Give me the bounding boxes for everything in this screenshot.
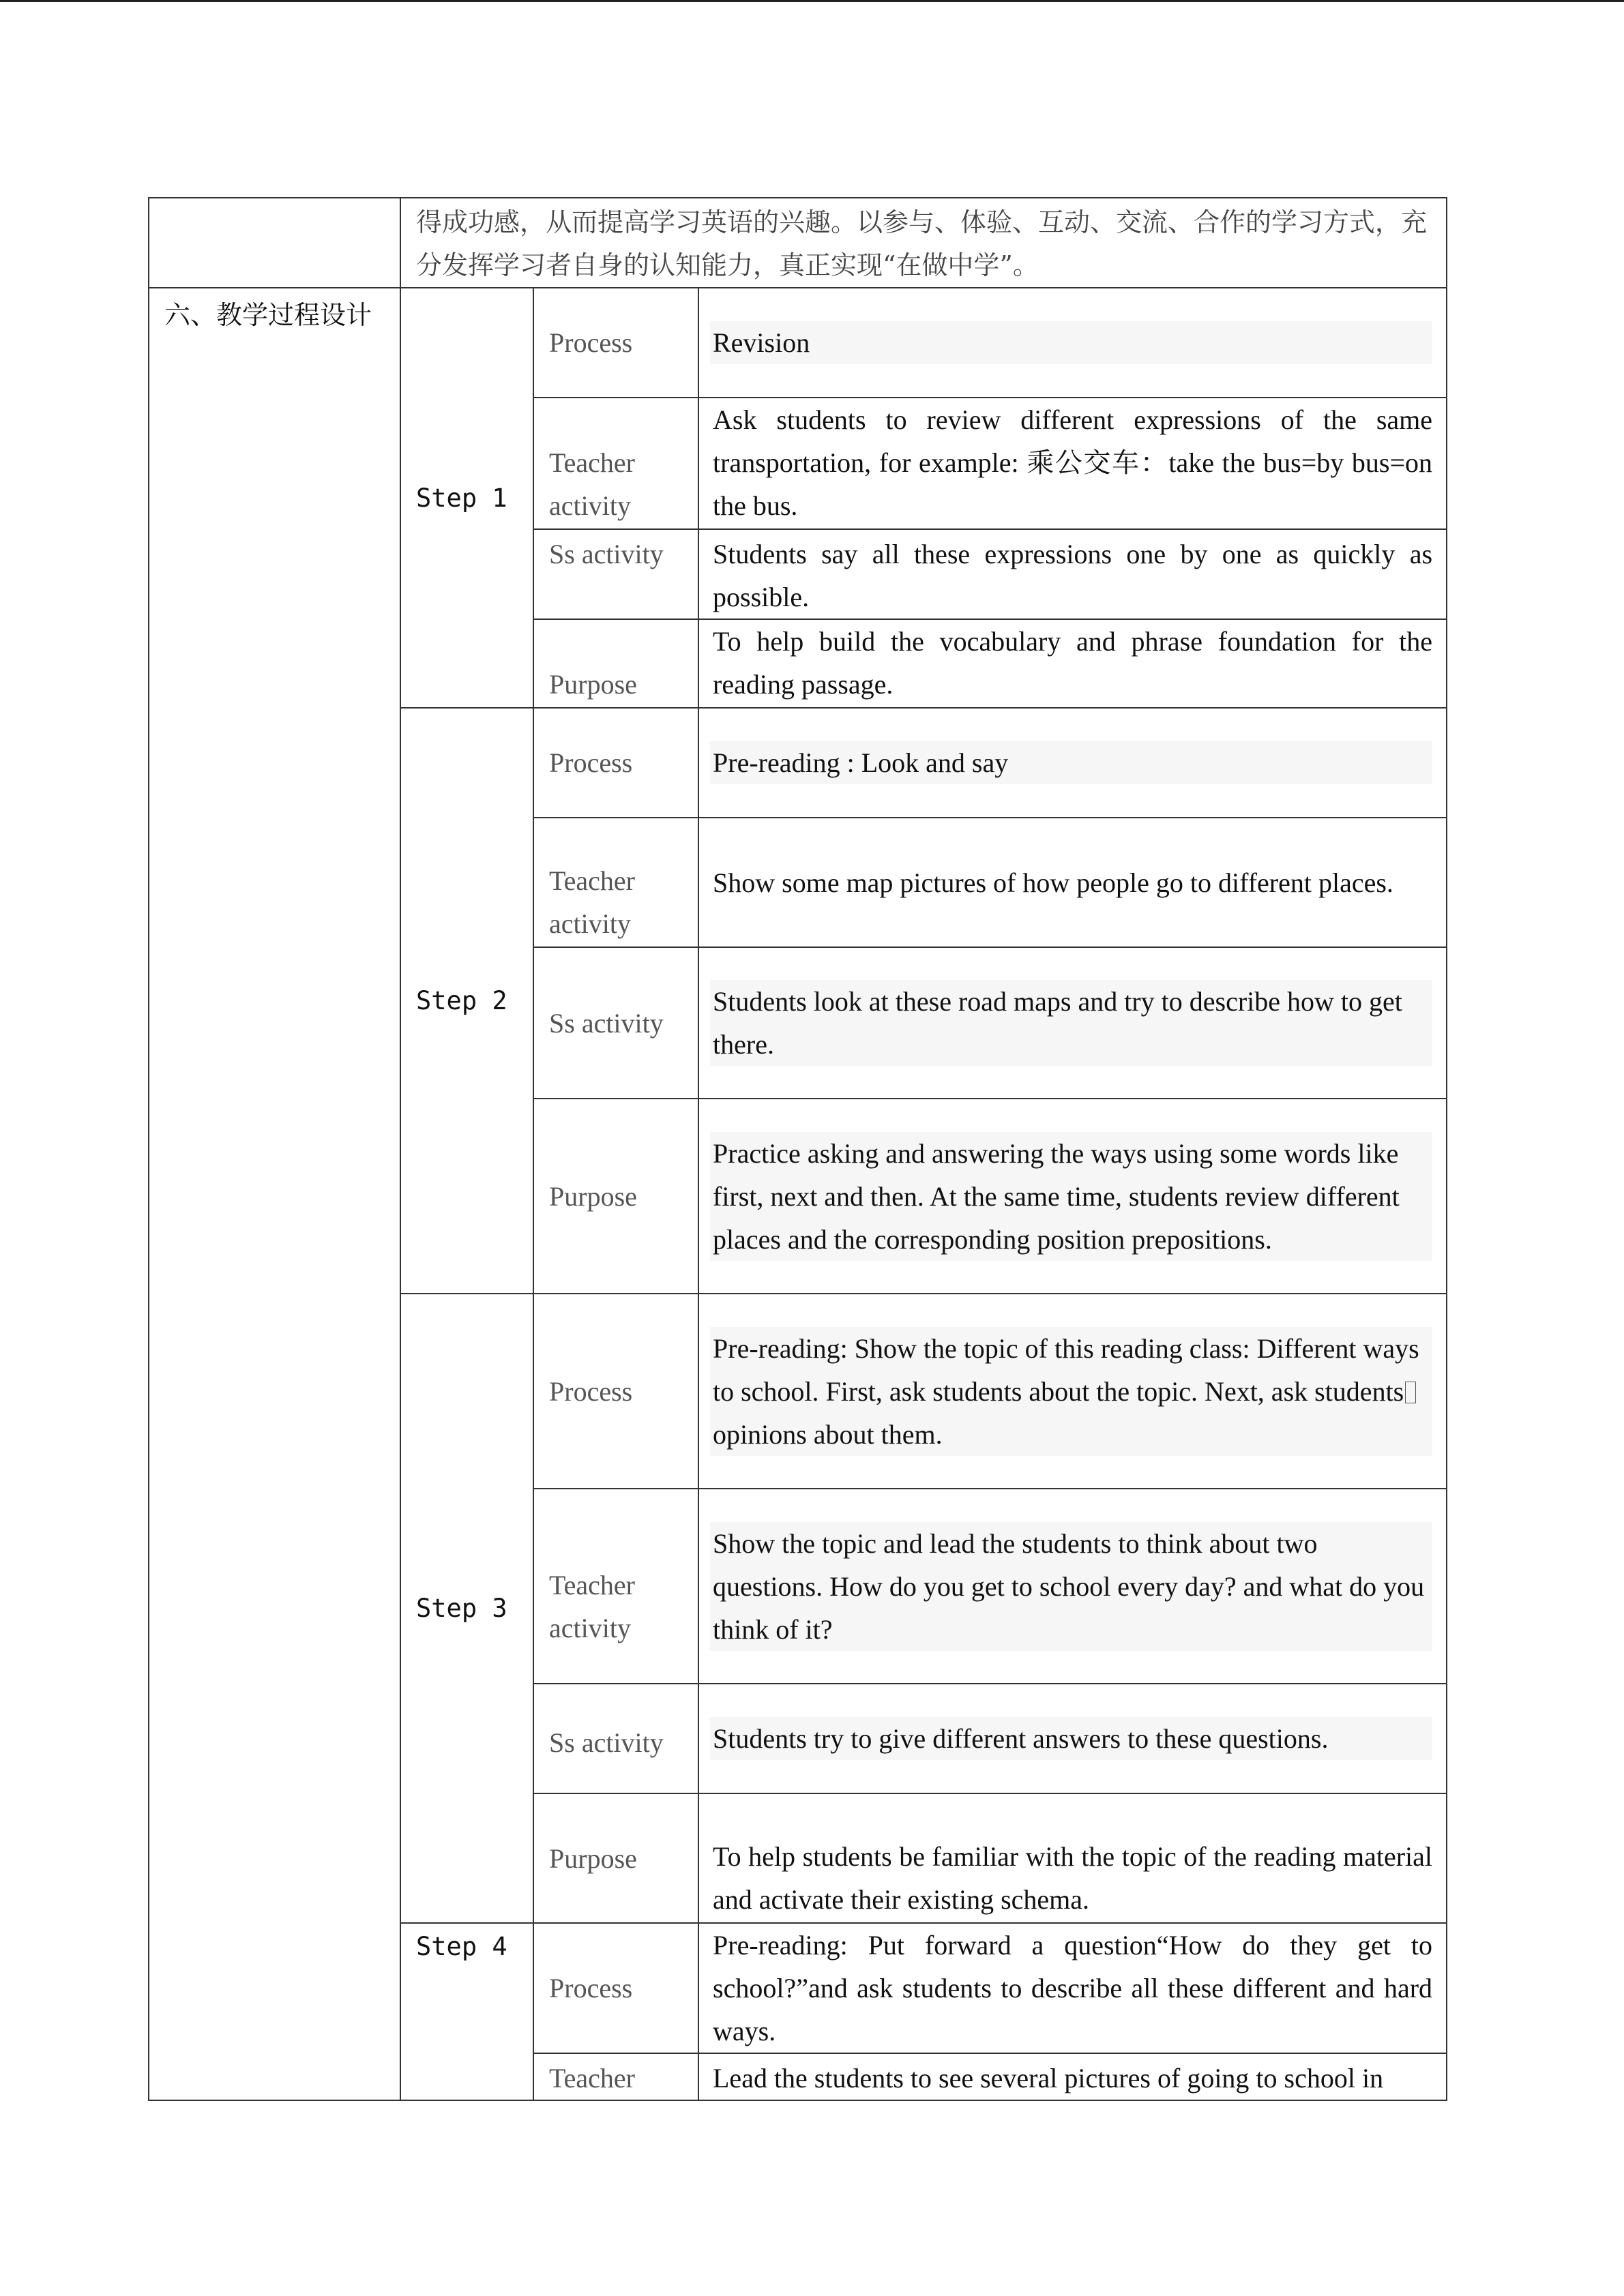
step3-teacher-label bbox=[533, 1489, 698, 1684]
step2-purpose-text: Practice asking and answering the ways using some words like first, next and then. At the same time, students review different places and the corresponding position prepositions. bbox=[710, 1132, 1432, 1261]
step1-ss-content: Students say all these expressions one by one as quickly as possible. bbox=[698, 529, 1447, 619]
step1-process-row bbox=[149, 288, 1447, 398]
step3-purpose-label: Purpose bbox=[533, 1793, 698, 1923]
step3-process-content bbox=[698, 1294, 1447, 1489]
step2-purpose-label: Purpose bbox=[533, 1099, 698, 1294]
step2-teacher-content: Show some map pictures of how people go to different places. bbox=[698, 818, 1447, 947]
step1-ss-label: Ss activity bbox=[533, 529, 698, 619]
step1-process-label: Process bbox=[533, 288, 698, 398]
top-border-line bbox=[0, 0, 1624, 2]
step3-teacher-content bbox=[698, 1489, 1447, 1684]
step1-label: Step 1 bbox=[400, 288, 533, 708]
step3-process-label: Process bbox=[533, 1294, 698, 1489]
step3-purpose-content: To help students be familiar with the topic of the reading material and activate their existing schema. bbox=[698, 1793, 1447, 1923]
step2-teacher-label: Teacher activity bbox=[533, 818, 698, 947]
step2-process-text: Pre-reading : Look and say bbox=[710, 741, 1432, 784]
step3-teacher-label-text: Teacher activity bbox=[549, 1570, 635, 1643]
teaching-process-table bbox=[148, 197, 1446, 2093]
step1-process-content bbox=[698, 288, 1447, 398]
step2-purpose-content bbox=[698, 1099, 1447, 1294]
step2-label: Step 2 bbox=[400, 708, 533, 1294]
step1-process-text: Revision bbox=[710, 321, 1432, 364]
step3-process-text-a: Pre-reading: Show the topic of this reading class: Different ways to school. First, ask students about the topic. Next, ask students bbox=[713, 1332, 1419, 1407]
step2-process-content bbox=[698, 708, 1447, 818]
intro-text: 得成功感，从而提高学习英语的兴趣。以参与、体验、互动、交流、合作的学习方式，充分发挥学习者自身的认知能力，真正实现“在做中学”。 bbox=[400, 198, 1447, 288]
step1-teacher-label: Teacher activity bbox=[533, 398, 698, 529]
missing-glyph-box bbox=[1405, 1382, 1416, 1403]
step4-teacher-label: Teacher bbox=[533, 2053, 698, 2100]
step3-process-text bbox=[710, 1327, 1432, 1456]
step3-ss-text: Students try to give different answers to these questions. bbox=[710, 1717, 1432, 1760]
step2-ss-label: Ss activity bbox=[533, 947, 698, 1099]
step3-teacher-text: Show the topic and lead the students to think about two questions. How do you get to school every day? and what do you think of it? bbox=[710, 1522, 1432, 1651]
step4-label: Step 4 bbox=[400, 1923, 533, 2100]
step1-purpose-content: To help build the vocabulary and phrase foundation for the reading passage. bbox=[698, 619, 1447, 708]
step3-ss-label bbox=[533, 1684, 698, 1793]
step3-label: Step 3 bbox=[400, 1294, 533, 1923]
step4-process-content: Pre-reading: Put forward a question“How do they get to school?”and ask students to describe all these different and hard ways. bbox=[698, 1923, 1447, 2053]
step3-ss-content bbox=[698, 1684, 1447, 1793]
intro-row bbox=[149, 198, 1447, 288]
step1-purpose-label: Purpose bbox=[533, 619, 698, 708]
empty-cell bbox=[149, 198, 400, 288]
step4-teacher-content: Lead the students to see several pictures of going to school in bbox=[698, 2053, 1447, 2100]
step4-process-label: Process bbox=[533, 1923, 698, 2053]
section-title: 六、教学过程设计 bbox=[149, 288, 400, 2100]
step2-ss-text: Students look at these road maps and try to describe how to get there. bbox=[710, 980, 1432, 1066]
step1-teacher-content: Ask students to review different expressions of the same transportation, for example: 乘公交车：take the bus=by bus=on the bus. bbox=[698, 398, 1447, 529]
step3-ss-label-text: Ss activity bbox=[549, 1727, 664, 1758]
step2-ss-content bbox=[698, 947, 1447, 1099]
step2-process-label: Process bbox=[533, 708, 698, 818]
step3-process-text-b: opinions about them. bbox=[713, 1418, 943, 1450]
